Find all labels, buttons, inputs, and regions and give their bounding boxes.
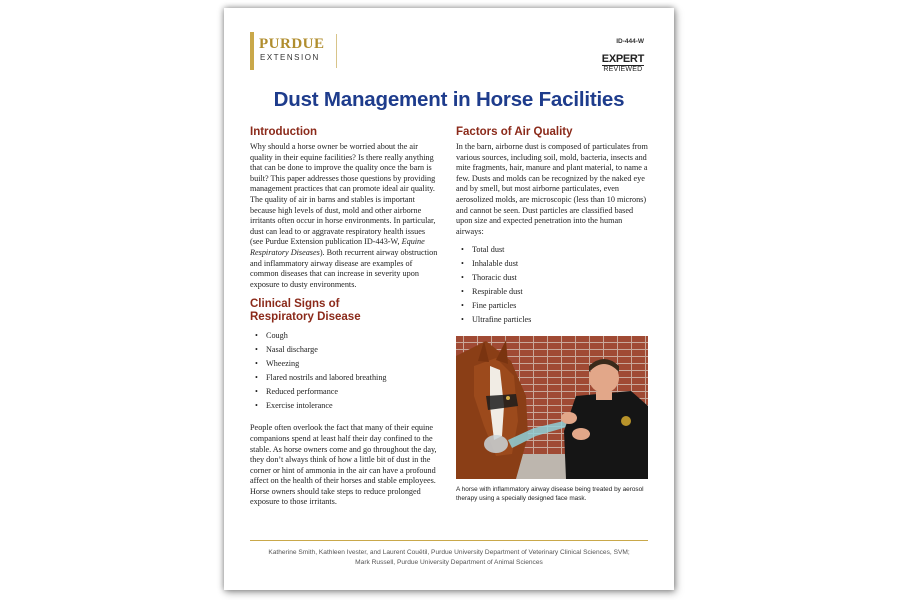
list-item: • Ultrafine particles bbox=[456, 313, 648, 327]
purdue-extension-logo bbox=[250, 32, 340, 70]
logo-primary-text: PURDUE bbox=[259, 36, 325, 52]
factors-heading: Factors of Air Quality bbox=[456, 126, 573, 138]
clinical-heading-line2: Respiratory Disease bbox=[250, 311, 361, 324]
list-item: • Wheezing bbox=[250, 357, 438, 371]
clinical-signs-heading bbox=[250, 298, 438, 324]
factors-paragraph: In the barn, airborne dust is composed of particulates from various sources, including soil, mold, bacteria, insects and mite fragments, hair, manure and plant material, to name a few. Dusts and molds can be recognized by the naked eye and by smell, but most airborne particulates, even aerosolized molds, are microscopic (less than 10 microns) and cannot be seen. Dust particles are classified based upon size and expected penetration into the human airways: bbox=[456, 142, 648, 236]
intro-text-before: Why should a horse owner be worried about the air quality in their equine facilities? Is there really anything that can be done to improve the quality once the barn is built? This paper addresses those questions by providing management practices that can promote ideal air quality. The quality of air in barns and stables is important because high levels of dust, mold and other airborne irritants often occur in horse environments. In particular, dust can lead to or aggravate respiratory health issues (see Purdue Extension publication ID-443-W, bbox=[250, 142, 436, 247]
authors-footer bbox=[244, 548, 654, 568]
logo-secondary-text: EXTENSION bbox=[260, 53, 320, 62]
document-page bbox=[224, 8, 674, 590]
footer-divider bbox=[250, 540, 648, 541]
list-item: • Nasal discharge bbox=[250, 343, 438, 357]
introduction-paragraph bbox=[250, 142, 438, 290]
horse-treatment-photo bbox=[456, 336, 648, 479]
list-item: • Fine particles bbox=[456, 299, 648, 313]
dust-size-list bbox=[456, 243, 648, 327]
expert-reviewed-badge bbox=[602, 54, 644, 73]
left-column bbox=[250, 126, 438, 508]
photo-caption: A horse with inflammatory airway disease being treated by aerosol therapy using a specially designed face mask. bbox=[456, 486, 644, 502]
badge-top-text: EXPERT bbox=[601, 53, 644, 65]
list-item: • Respirable dust bbox=[456, 285, 648, 299]
list-item: • Total dust bbox=[456, 243, 648, 257]
list-item: • Reduced performance bbox=[250, 385, 438, 399]
list-item: • Thoracic dust bbox=[456, 271, 648, 285]
badge-bottom-text: REVIEWED bbox=[603, 66, 643, 73]
authors-line2: Mark Russell, Purdue University Department of Animal Sciences bbox=[355, 559, 543, 566]
list-item: • Flared nostrils and labored breathing bbox=[250, 371, 438, 385]
document-id: ID-444-W bbox=[616, 38, 644, 45]
introduction-heading: Introduction bbox=[250, 126, 318, 138]
authors-line1: Katherine Smith, Kathleen Ivester, and Laurent Couëtil, Purdue University Department of Veterinary Clinical Sciences, SVM; bbox=[268, 549, 630, 556]
list-item: • Exercise intolerance bbox=[250, 399, 438, 413]
intro-text-after: ). Both recurrent airway obstruction and inflammatory airway disease are examples of common diseases that can increase in severity upon exposure to dusty environments. bbox=[250, 247, 438, 289]
clinical-signs-list bbox=[250, 329, 438, 413]
right-column bbox=[456, 126, 648, 327]
list-item: • Cough bbox=[250, 329, 438, 343]
intro-publication-title: Equine Respiratory Diseases bbox=[250, 237, 425, 257]
logo-accent-bar bbox=[250, 32, 254, 70]
photo-illustration bbox=[456, 336, 648, 479]
list-item: • Inhalable dust bbox=[456, 257, 648, 271]
clinical-heading-line1: Clinical Signs of bbox=[250, 298, 340, 311]
logo-divider bbox=[336, 34, 337, 68]
document-title: Dust Management in Horse Facilities bbox=[273, 88, 625, 111]
clinical-paragraph: People often overlook the fact that many of their equine companions spend at least half their day confined to the stable. As horse owners come and go throughout the day, they don’t always think of how a little bit of dust in the corner or hint of ammonia in the air can have a profound affect on the health of their horses and stable employees. Horse owners should take steps to reduce prolonged exposure to those irritants. bbox=[250, 423, 437, 507]
